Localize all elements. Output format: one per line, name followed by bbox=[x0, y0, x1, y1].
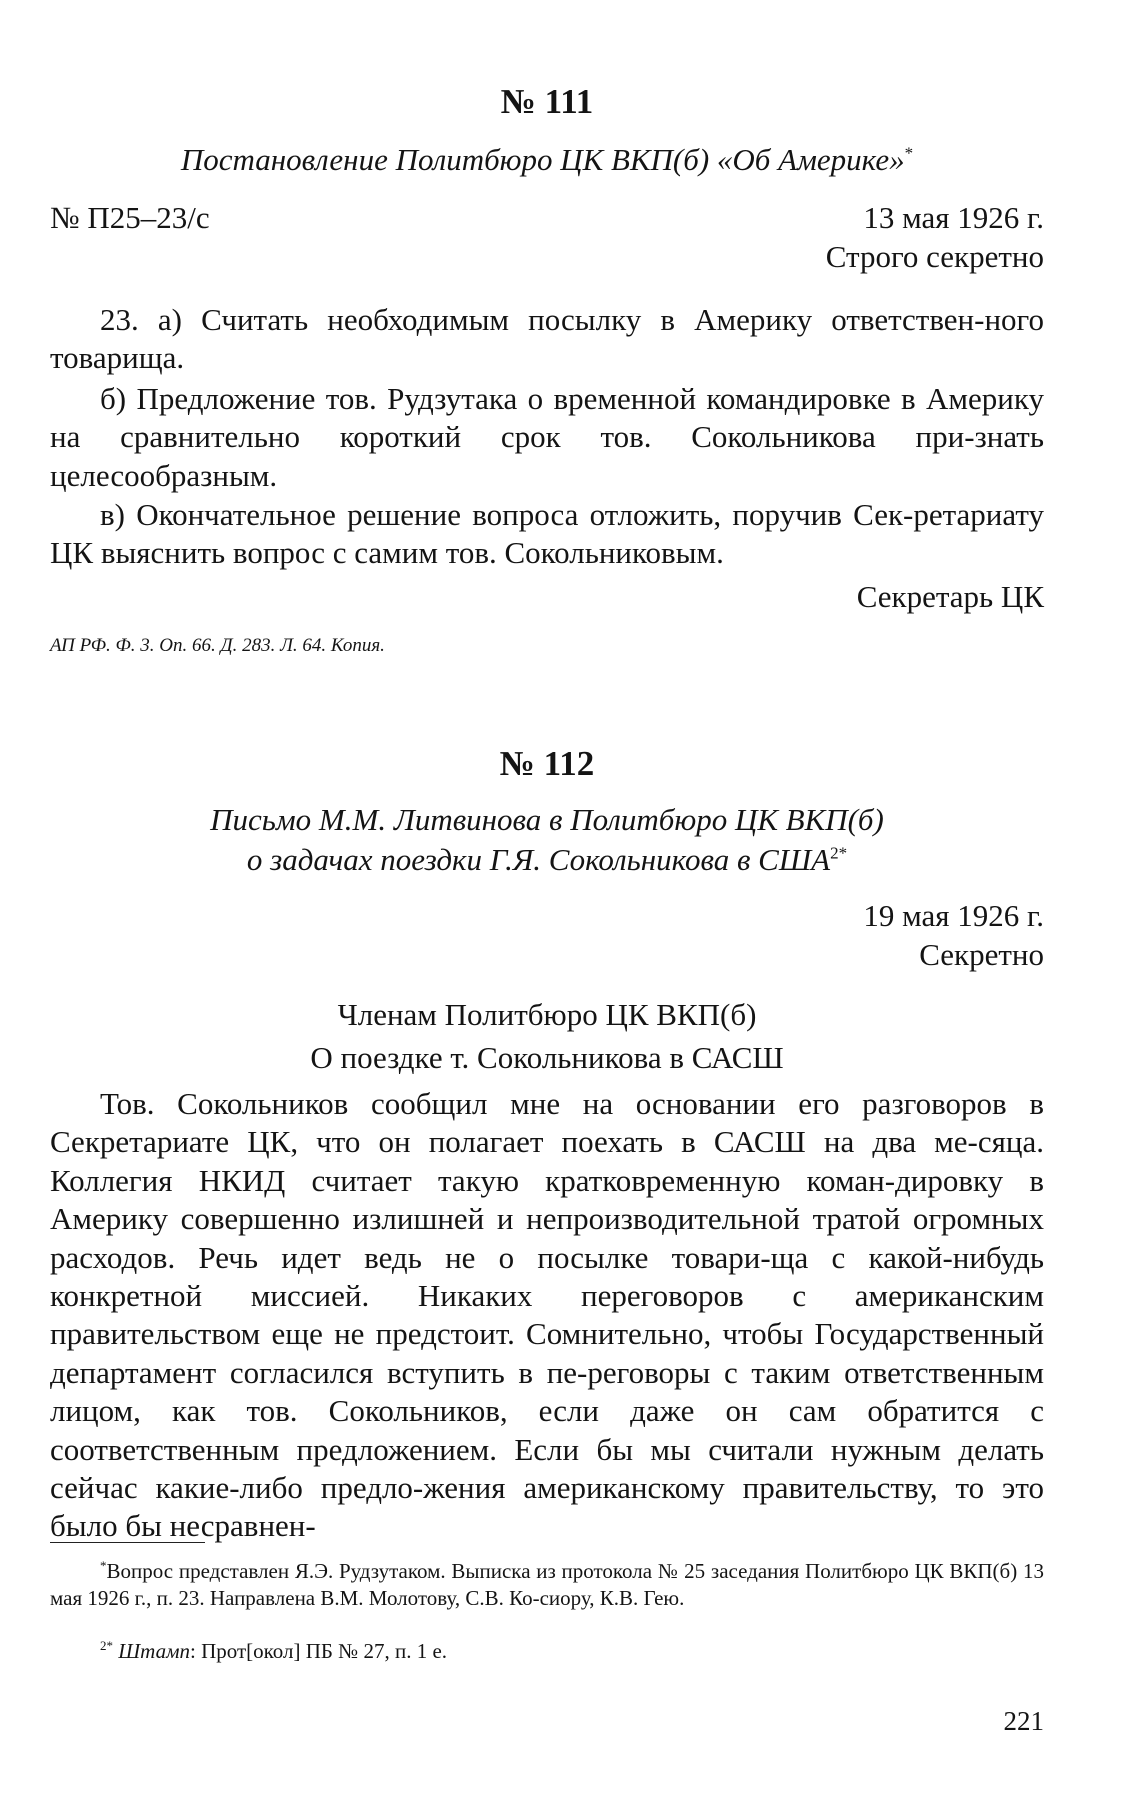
doc112-title-line1: Письмо М.М. Литвинова в Политбюро ЦК ВКП(б) bbox=[210, 802, 884, 837]
doc112-body: Тов. Сокольников сообщил мне на основании его разговоров в Секретариате ЦК, что он полагает поехать в САСШ на два ме-сяца. Коллегия НКИД считает такую кратковременную коман-дировку в Америку совершенно излишней и непроизводительной тратой огромных расходов. Речь идет ведь не о посылке товари-ща с какой-нибудь конкретной миссией. Никаких переговоров с американским правительством еще не предстоит. Сомнительно, чтобы Государственный департамент согласился вступить в пе-реговоры с таким ответственным лицом, как тов. Сокольников, если даже он сам обратится с соответственным предложением. Если бы мы считали нужным делать сейчас какие-либо предло-жения американскому правительству, то это было бы несравнен- bbox=[50, 1086, 1044, 1544]
doc112-title-text: о задачах поездки Г.Я. Сокольникова в США bbox=[246, 842, 831, 877]
doc111-signature: Секретарь ЦК bbox=[856, 579, 1044, 614]
doc111-reg-line bbox=[50, 199, 1044, 237]
doc111-paragraph-c: в) Окончательное решение вопроса отложить, поручив Сек-ретариату ЦК выяснить вопрос с самим тов. Сокольниковым. bbox=[50, 497, 1044, 571]
doc111-title bbox=[50, 140, 1044, 180]
doc111-paragraph-a: 23. а) Считать необходимым посылку в Америку ответствен-ного товарища. bbox=[50, 302, 1044, 376]
doc111-reg-number: № П25–23/с bbox=[50, 200, 210, 235]
doc112-classification: Секретно bbox=[919, 937, 1044, 972]
doc111-source: АП РФ. Ф. 3. Оп. 66. Д. 283. Л. 64. Копия. bbox=[50, 635, 385, 656]
footnote-2-text: : Прот[окол] ПБ № 27, п. 1 е. bbox=[189, 1639, 448, 1663]
doc111-number: № 111 bbox=[500, 82, 594, 121]
doc112-number: № 112 bbox=[499, 744, 595, 783]
footnote-1-text: Вопрос представлен Я.Э. Рудзутаком. Выписка из протокола № 25 заседания Политбюро ЦК ВКП(б) 13 мая 1926 г., п. 23. Направлена В.М. Молотову, С.В. Ко-сиору, К.В. Гею. bbox=[50, 1559, 1044, 1610]
doc112-title-mark: 2* bbox=[830, 843, 848, 863]
footnote-1 bbox=[50, 1553, 1044, 1611]
footnote-2 bbox=[50, 1633, 1044, 1665]
doc111-paragraph-b: б) Предложение тов. Рудзутака о временной командировке в Америку на сравнительно короткий срок тов. Сокольникова при-знать целесообразным. bbox=[50, 381, 1044, 493]
doc112-date: 19 мая 1926 г. bbox=[863, 898, 1044, 933]
footnote-2-mark: 2* bbox=[100, 1638, 113, 1653]
doc111-title-mark: * bbox=[904, 143, 914, 163]
footnote-1-mark: * bbox=[100, 1558, 107, 1573]
page-number: 221 bbox=[1003, 1706, 1044, 1736]
doc112-subject: О поездке т. Сокольникова в САСШ bbox=[310, 1040, 784, 1075]
doc111-classification: Строго секретно bbox=[825, 239, 1044, 274]
footnote-2-label: Штамп bbox=[118, 1639, 190, 1663]
doc111-title-text: Постановление Политбюро ЦК ВКП(б) «Об Америке» bbox=[180, 142, 905, 177]
footnote-rule bbox=[50, 1542, 205, 1543]
doc112-title-line2 bbox=[50, 840, 1044, 880]
doc112-addressee: Членам Политбюро ЦК ВКП(б) bbox=[337, 997, 757, 1032]
doc111-date: 13 мая 1926 г. bbox=[863, 200, 1044, 235]
